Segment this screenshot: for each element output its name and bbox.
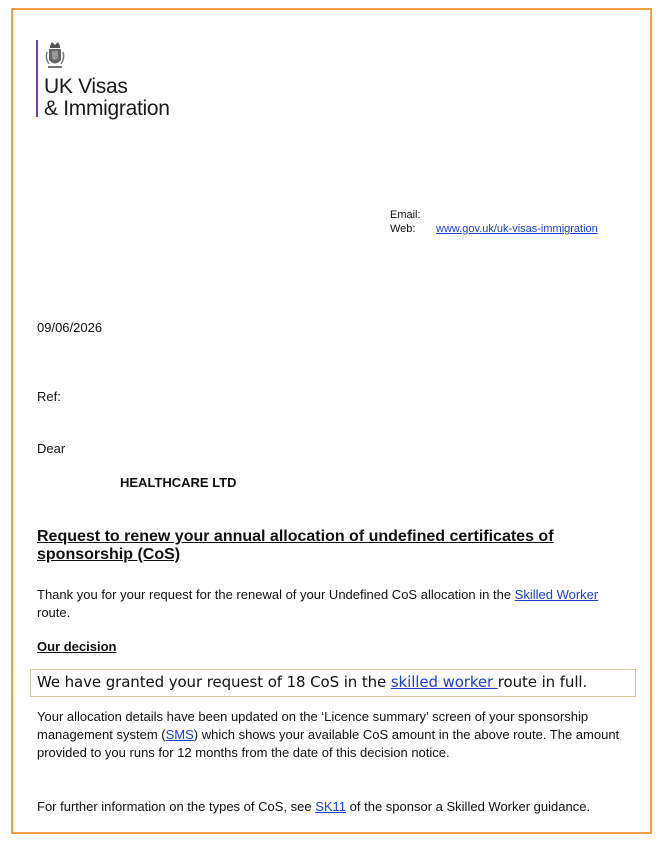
email-row [390, 208, 598, 222]
further-info-text: For further information on the types of CoS, see [37, 799, 316, 814]
allocation-paragraph [37, 708, 627, 762]
intro-paragraph [37, 586, 627, 622]
logo-text [44, 76, 170, 120]
intro-text: Thank you for your request for the renewal of your Undefined CoS allocation in the [37, 587, 515, 602]
company-name: HEALTHCARE LTD [120, 475, 237, 490]
letter-heading: Request to renew your annual allocation of undefined certificates of sponsorship (CoS) [37, 528, 554, 563]
salutation: Dear [37, 441, 66, 456]
allocation-text-end: ) which shows your available CoS amount in the above route. The amount provided to you runs for 12 months from the date of this decision notice. [37, 727, 620, 760]
further-info-paragraph [37, 798, 627, 816]
web-link[interactable]: www.gov.uk/uk-visas-immigration [436, 223, 598, 235]
granted-statement [30, 669, 636, 697]
further-info-text-end: of the sponsor a Skilled Worker guidance. [346, 799, 591, 814]
logo-bar [36, 40, 38, 117]
logo-line-2: & Immigration [44, 97, 170, 120]
royal-crest-icon [44, 40, 66, 74]
granted-text: We have granted your request of 18 CoS in the [37, 673, 391, 691]
skilled-worker-route-link[interactable]: skilled worker [390, 673, 498, 691]
decision-heading: Our decision [37, 639, 117, 654]
ref-label: Ref: [37, 389, 61, 404]
allocation-text: Your allocation details have been updated on the ‘Licence summary’ screen of your sponsorship management system ( [37, 709, 589, 742]
sk11-link[interactable]: SK11 [315, 799, 347, 814]
intro-text-end: route. [37, 605, 71, 620]
granted-text-end: route in full. [497, 673, 588, 691]
skilled-worker-link[interactable]: Skilled Worker [514, 587, 599, 602]
web-label: Web: [390, 223, 416, 235]
email-label: Email: [390, 209, 421, 221]
contact-block [390, 208, 598, 236]
web-row [390, 222, 598, 236]
letter-date: 09/06/2026 [37, 320, 103, 335]
sms-link[interactable]: SMS [165, 727, 194, 742]
logo-line-1: UK Visas [44, 75, 128, 98]
